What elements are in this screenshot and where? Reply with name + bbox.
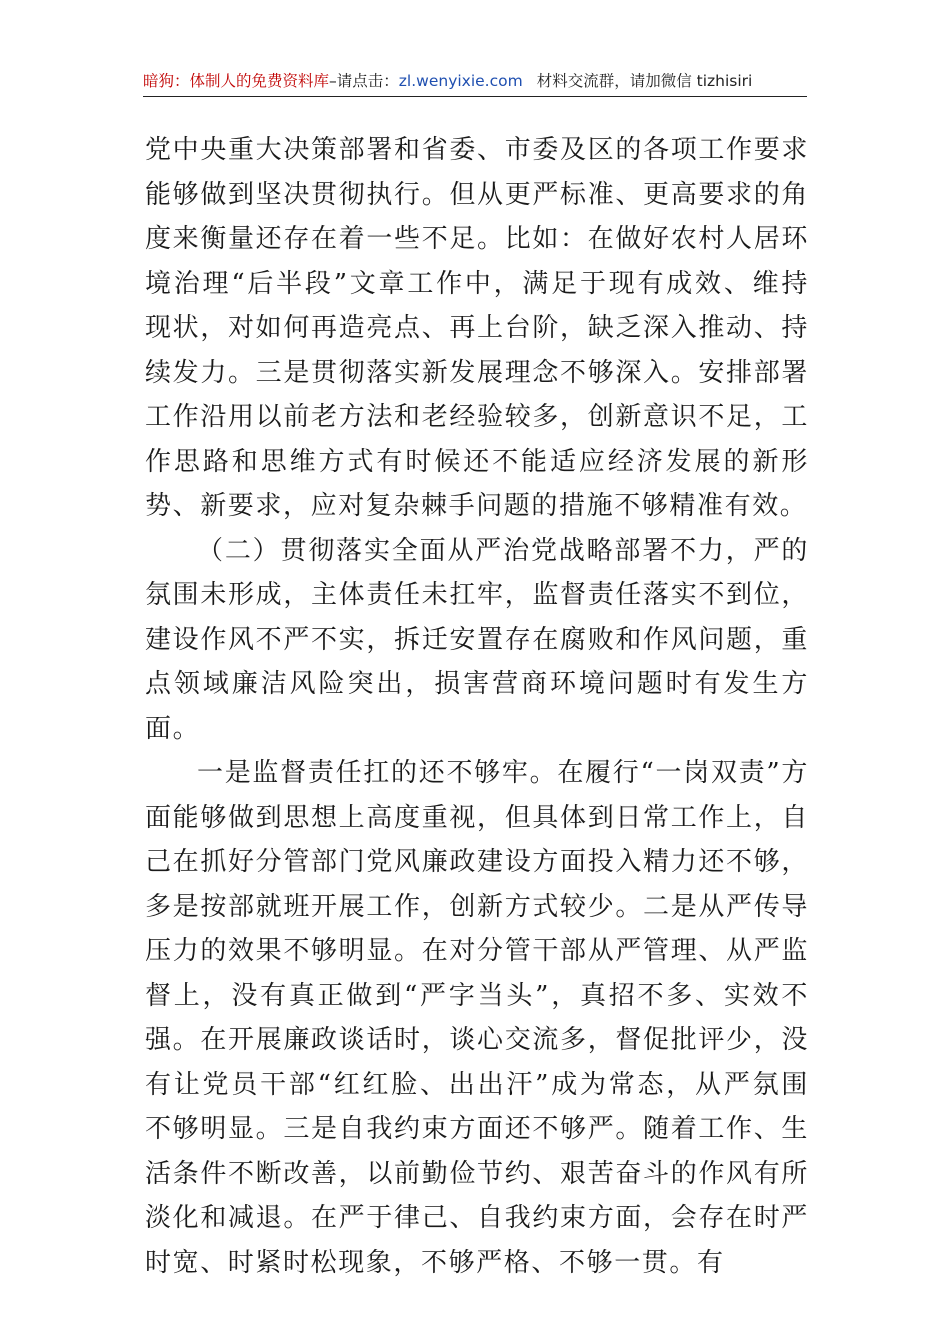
paragraph-supervision-responsibility: 一是监督责任扛的还不够牢。在履行“一岗双责”方面能够做到思想上高度重视，但具体到日常工作上，自己在抓好分管部门党风廉政建设方面投入精力还不够，多是按部就班开展工作，创新方式较少。二是从严传导压力的效果不够明显。在对分管干部从严管理、从严监督上，没有真正做到“严字当头”，真招不多、实效不强。在开展廉政谈话时，谈心交流多，督促批评少，没有让党员干部“红红脸、出出汗”成为常态，从严氛围不够明显。三是自我约束方面还不够严。随着工作、生活条件不断改善，以前勤俭节约、艰苦奋斗的作风有所淡化和减退。在严于律己、自我约束方面，会存在时严时宽、时紧时松现象，不够严格、不够一贯。有 xyxy=(145,758,809,1278)
header-site-name: 暗狗：体制人的免费资料库 xyxy=(143,72,330,90)
header-click-prompt: –请点击： xyxy=(329,72,399,90)
page-header xyxy=(143,66,807,97)
header-url-link[interactable]: zl.wenyixie.com xyxy=(398,72,523,90)
paragraph-continuation: 党中央重大决策部署和省委、市委及区的各项工作要求能够做到坚决贯彻执行。但从更严标准、更高要求的角度来衡量还存在着一些不足。比如：在做好农村人居环境治理“后半段”文章工作中，满足于现有成效、维持现状，对如何再造亮点、再上台阶，缺乏深入推动、持续发力。三是贯彻落实新发展理念不够深入。安排部署工作沿用以前老方法和老经验较多，创新意识不足，工作思路和思维方式有时候还不能适应经济发展的新形势、新要求，应对复杂棘手问题的措施不够精准有效。 xyxy=(145,135,809,521)
paragraph-section-two-heading: （二）贯彻落实全面从严治党战略部署不力，严的氛围未形成，主体责任未扛牢，监督责任落实不到位，建设作风不严不实，拆迁安置存在腐败和作风问题，重点领域廉洁风险突出，损害营商环境问题时有发生方面。 xyxy=(145,535,809,744)
document-body xyxy=(145,128,809,1285)
header-group-note: 材料交流群，请加微信 tizhisiri xyxy=(536,72,753,90)
